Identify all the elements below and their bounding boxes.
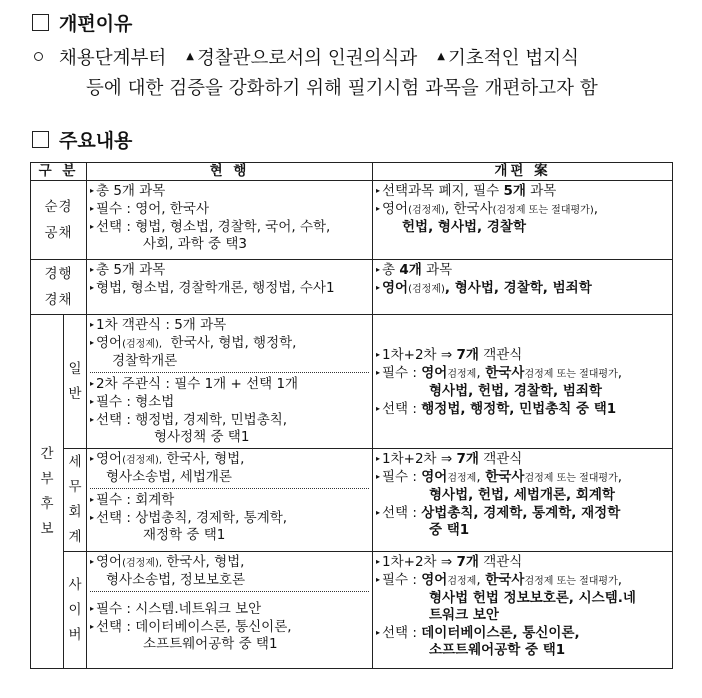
table-row [31, 552, 673, 669]
circle-bullet-icon [34, 52, 43, 61]
section-title-reason: 개편이유 [32, 9, 132, 36]
dotted-divider [90, 488, 369, 489]
subcategory-cell: 일 반 [64, 315, 87, 449]
checkbox-square-icon [32, 131, 49, 148]
reform-cell: ▸ 1차+2차 ⇒ 7개 객관식 ▸ 필수 : 영어검정제, 한국사검정제 또는 절대평가, 형사법, 헌법, 경찰학, 범죄학 ▸ 선택 : 행정법, 행정학, 민법총칙 중 택1 [373, 315, 673, 449]
triangle-icon: ▲ [437, 51, 445, 62]
current-cell: ▸ 총 5개 과목 ▸ 형법, 형소법, 경찰학개론, 행정법, 수사1 [87, 260, 373, 315]
table-row [31, 449, 673, 552]
current-cell: ▸ 1차 객관식 : 5개 과목 ▸ 영어(검정제), 한국사, 형법, 행정학, 경찰학개론 ▸ 2차 주관식 : 필수 1개 + 선택 1개 ▸ 필수 : 형소법 ▸ 선택 : 행정법, 경제학, 민법총칙, 형사정책 중 택1 [87, 315, 373, 449]
header-current: 현 행 [87, 163, 373, 181]
reform-cell: ▸ 총 4개 과목 ▸ 영어(검정제), 형사법, 경찰학, 범죄학 [373, 260, 673, 315]
table-row [31, 181, 673, 260]
comparison-table [30, 162, 673, 669]
subcategory-cell: 세 무 회 계 [64, 449, 87, 552]
reform-cell: ▸ 1차+2차 ⇒ 7개 객관식 ▸ 필수 : 영어검정제, 한국사검정제 또는 절대평가, 형사법, 헌법, 세법개론, 회계학 ▸ 선택 : 상법총칙, 경제학, 통계학, 재정학 중 택1 [373, 449, 673, 552]
category-cell: 순경 공채 [31, 181, 87, 260]
header-reform: 개편 案 [373, 163, 673, 181]
current-cell: ▸ 영어(검정제), 한국사, 형법, 형사소송법, 세법개론 ▸ 필수 : 회계학 ▸ 선택 : 상법총칙, 경제학, 통계학, 재정학 중 택1 [87, 449, 373, 552]
dotted-divider [90, 372, 369, 373]
category-cell: 경행 경채 [31, 260, 87, 315]
intro-paragraph: 채용단계부터 ▲ 경찰관으로서의 인권의식과 ▲ 기초적인 법지식 등에 대한 검증을 강화하기 위해 필기시험 과목을 개편하고자 함 [34, 42, 674, 104]
subcategory-cell: 사 이 버 [64, 552, 87, 669]
checkbox-square-icon [32, 14, 49, 31]
triangle-icon: ▲ [186, 51, 194, 62]
current-cell: ▸ 총 5개 과목 ▸ 필수 : 영어, 한국사 ▸ 선택 : 형법, 형소법, 경찰학, 국어, 수학, 사회, 과학 중 택3 [87, 181, 373, 260]
category-cell: 간 부 후 보 [31, 315, 64, 669]
current-cell: ▸ 영어(검정제), 한국사, 형법, 형사소송법, 정보보호론 ▸ 필수 : 시스템.네트워크 보안 ▸ 선택 : 데이터베이스론, 통신이론, 소프트웨어공학 중 택1 [87, 552, 373, 669]
reform-cell: ▸ 선택과목 폐지, 필수 5개 과목 ▸ 영어(검정제), 한국사(검정제 또는 절대평가), 헌법, 형사법, 경찰학 [373, 181, 673, 260]
table-row [31, 260, 673, 315]
dotted-divider [90, 591, 369, 592]
header-category: 구 분 [31, 163, 87, 181]
table-row [31, 315, 673, 449]
reform-cell: ▸ 1차+2차 ⇒ 7개 객관식 ▸ 필수 : 영어검정제, 한국사검정제 또는 절대평가, 형사법 헌법 정보보호론, 시스템.네 트워크 보안 ▸ 선택 : 데이터베이스론, 통신이론, 소프트웨어공학 중 택1 [373, 552, 673, 669]
section-title-main: 주요내용 [32, 126, 132, 153]
